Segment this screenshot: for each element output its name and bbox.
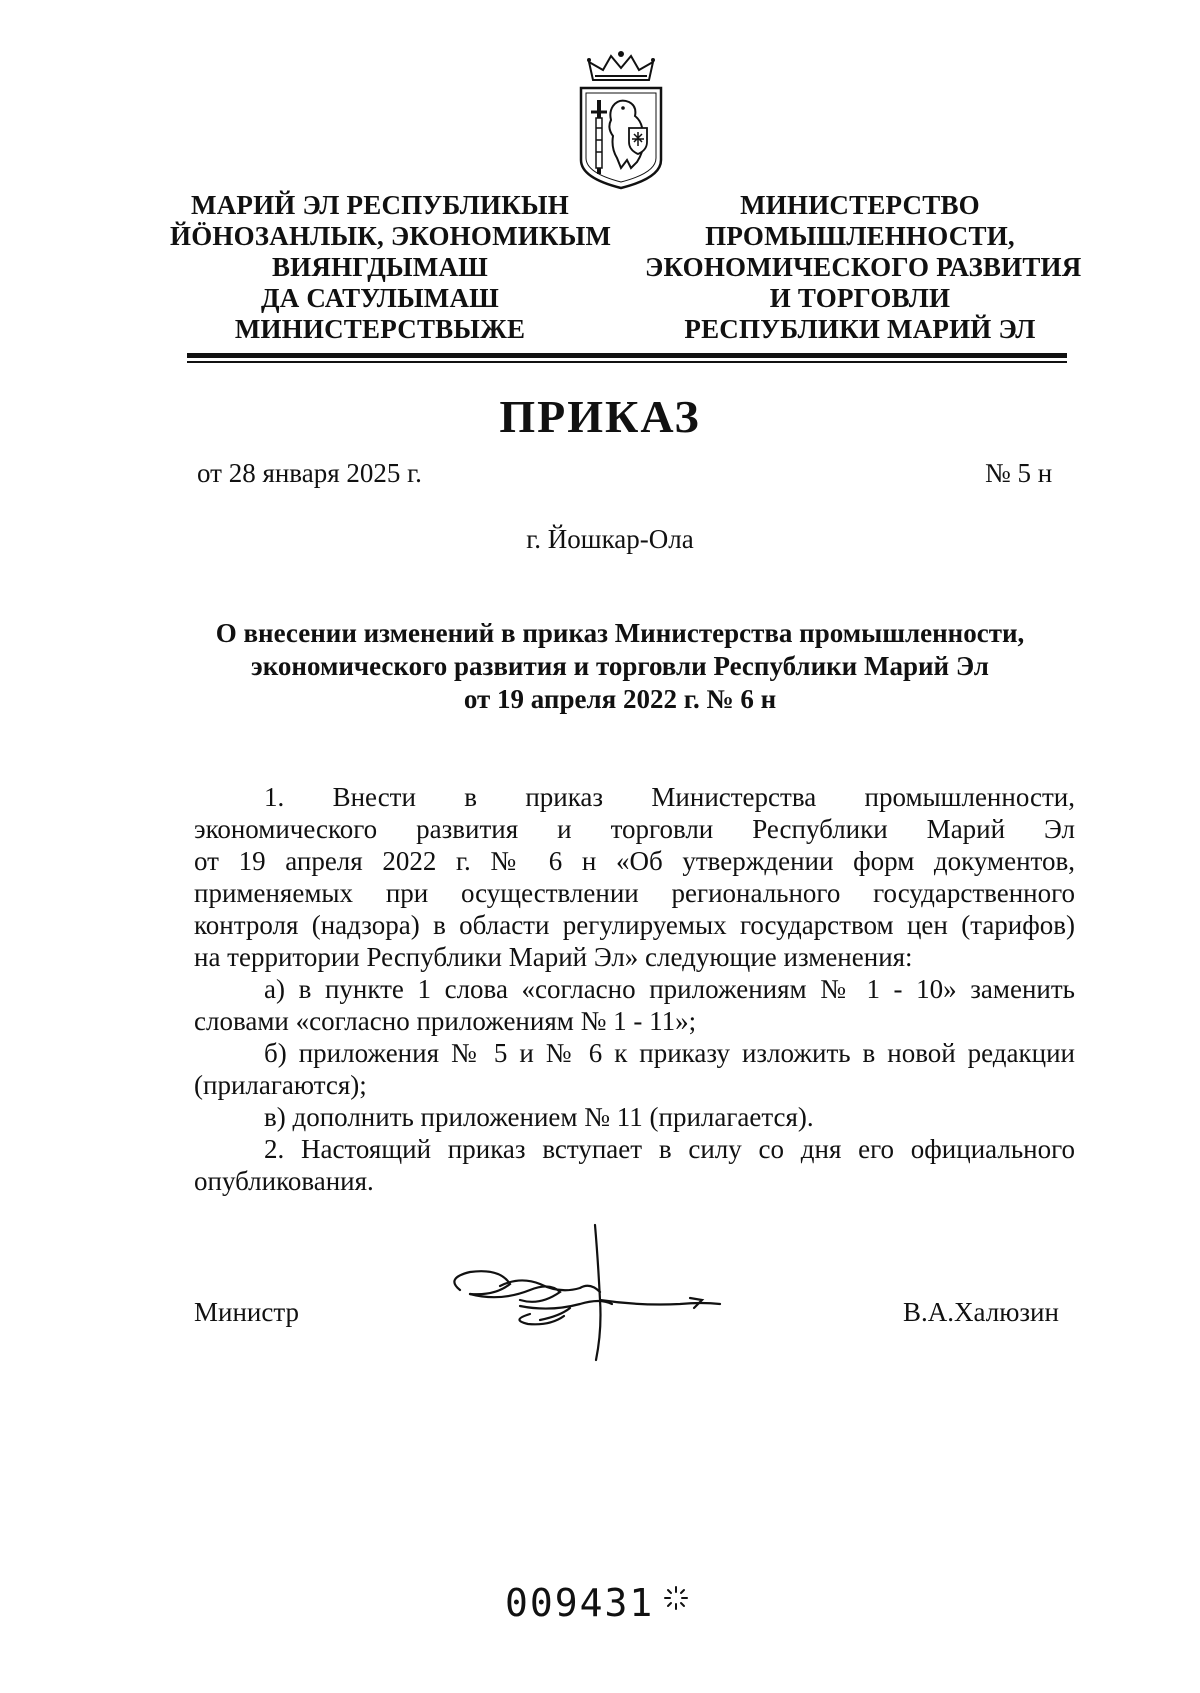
document-subject bbox=[150, 617, 1090, 716]
subject-line: О внесении изменений в приказ Министерства промышленности, bbox=[215, 618, 1025, 648]
paragraph-1 bbox=[194, 781, 1075, 973]
header-right-line: МИНИСТЕРСТВО bbox=[740, 190, 980, 220]
item-b bbox=[194, 1037, 1075, 1101]
body-line: 1. Внести в приказ Министерства промышленности, bbox=[264, 782, 1075, 812]
header-left-line: МАРИЙ ЭЛ РЕСПУБЛИКЫН bbox=[191, 190, 569, 220]
header-left-line: МИНИСТЕРСТВЫЖЕ bbox=[234, 314, 526, 344]
body-line: экономического развития и торговли Республики Марий Эл bbox=[194, 814, 1075, 844]
header-left-line: ВИЯНГДЫМАШ bbox=[271, 252, 489, 282]
item-a bbox=[194, 973, 1075, 1037]
header-left-line: ЙÖНОЗАНЛЫК, ЭКОНОМИКЫМ bbox=[170, 221, 612, 251]
body-line: словами «согласно приложениям № 1 - 11»; bbox=[194, 1006, 697, 1036]
body-line: в) дополнить приложением № 11 (прилагается). bbox=[264, 1102, 814, 1132]
header-right-russian bbox=[645, 190, 1082, 345]
subject-line: от 19 апреля 2022 г. № 6 н bbox=[463, 684, 777, 714]
header-right-line: ЭКОНОМИЧЕСКОГО РАЗВИТИЯ bbox=[645, 252, 1082, 282]
body-line: опубликования. bbox=[194, 1166, 374, 1196]
document-city: г. Йошкар-Ола bbox=[526, 524, 694, 554]
signatory-position: Министр bbox=[194, 1297, 299, 1327]
body-line: от 19 апреля 2022 г. № 6 н «Об утверждении форм документов, bbox=[194, 846, 1075, 876]
document-number: № 5 н bbox=[985, 458, 1053, 488]
asterisk-mark-icon bbox=[662, 1584, 690, 1612]
paragraph-2 bbox=[194, 1133, 1075, 1197]
signatory-name: В.А.Халюзин bbox=[903, 1297, 1059, 1327]
body-line: на территории Республики Марий Эл» следующие изменения: bbox=[194, 942, 913, 972]
header-right-line: РЕСПУБЛИКИ МАРИЙ ЭЛ bbox=[684, 314, 1036, 344]
header-left-line: ДА САТУЛЫМАШ bbox=[260, 283, 500, 313]
body-line: (прилагаются); bbox=[194, 1070, 367, 1100]
body-line: б) приложения № 5 и № 6 к приказу изложить в новой редакции bbox=[264, 1038, 1075, 1068]
body-line: 2. Настоящий приказ вступает в силу со дня его официального bbox=[264, 1134, 1075, 1164]
header-divider-thin bbox=[187, 361, 1067, 363]
header-divider-thick bbox=[187, 353, 1067, 358]
item-c bbox=[194, 1101, 1075, 1133]
body-line: а) в пункте 1 слова «согласно приложениям № 1 - 10» заменить bbox=[264, 974, 1075, 1004]
body-line: контроля (надзора) в области регулируемых государством цен (тарифов) bbox=[194, 910, 1075, 940]
header-right-line: И ТОРГОВЛИ bbox=[769, 283, 951, 313]
coat-of-arms-icon bbox=[571, 50, 671, 190]
body-line: применяемых при осуществлении регионального государственного bbox=[194, 878, 1075, 908]
document-date: от 28 января 2025 г. bbox=[197, 458, 422, 488]
serial-number: 009431 bbox=[505, 1581, 655, 1625]
subject-line: экономического развития и торговли Республики Марий Эл bbox=[251, 651, 989, 681]
header-left-marii bbox=[170, 190, 612, 345]
header-right-line: ПРОМЫШЛЕННОСТИ, bbox=[705, 221, 1015, 251]
document-body bbox=[194, 781, 1075, 1197]
document-type-title: ПРИКАЗ bbox=[499, 391, 701, 442]
handwritten-signature bbox=[440, 1220, 770, 1370]
